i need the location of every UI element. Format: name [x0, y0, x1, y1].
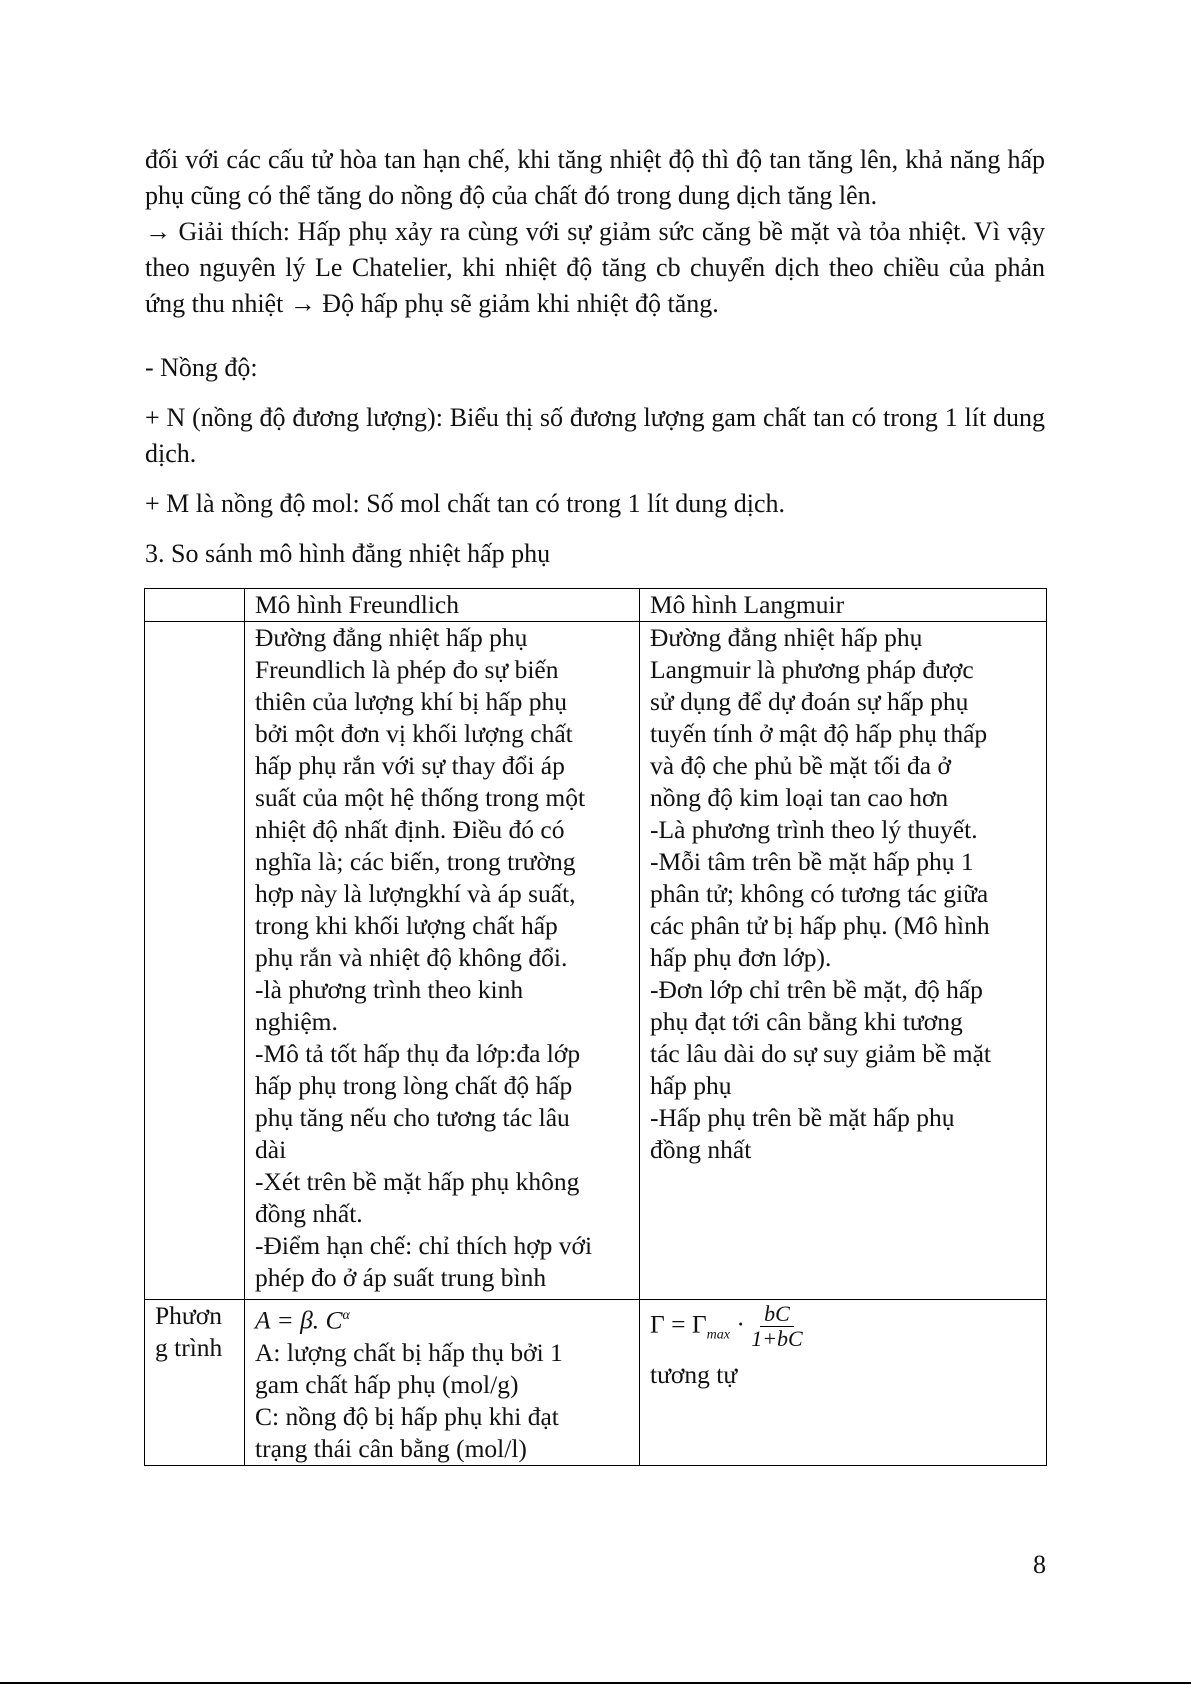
cell-line: nghĩa là; các biến, trong trường	[255, 847, 576, 876]
paragraph-solubility: đối với các cấu tử hòa tan hạn chế, khi tăng nhiệt độ thì độ tan tăng lên, khả năng hấp phụ cũng có thể tăng do nồng độ của chất đó trong dung dịch tăng lên.	[145, 145, 1045, 210]
cell-line: -Điểm hạn chế: chỉ thích hợp với	[255, 1231, 593, 1260]
freundlich-variables	[255, 1337, 629, 1465]
formula-fraction	[751, 1302, 803, 1351]
row-label-equation	[145, 1300, 245, 1466]
cell-line: -Là phương trình theo lý thuyết.	[650, 815, 978, 844]
header-freundlich: Mô hình Freundlich	[245, 589, 640, 622]
cell-line: tuyến tính ở mật độ hấp phụ thấp	[650, 719, 988, 748]
cell-line: g trình	[155, 1333, 223, 1362]
freundlich-equation-cell	[245, 1300, 640, 1466]
formula-exponent: α	[342, 1308, 350, 1323]
cell-line: nồng độ kim loại tan cao hơn	[650, 783, 949, 812]
section-heading: 3. So sánh mô hình đẳng nhiệt hấp phụ	[145, 539, 551, 568]
formula-lhs: A = β. C	[255, 1305, 343, 1335]
cell-line: hấp phụ trong lòng chất độ hấp	[255, 1071, 573, 1100]
page-number: 8	[1033, 1550, 1046, 1579]
cell-line: phép đo ở áp suất trung bình	[255, 1263, 547, 1292]
freundlich-formula	[255, 1300, 629, 1337]
cell-line: hấp phụ đơn lớp).	[650, 943, 832, 972]
cell-line: C: nồng độ bị hấp phụ khi đạt	[255, 1401, 559, 1431]
freundlich-description	[245, 622, 640, 1300]
header-langmuir: Mô hình Langmuir	[640, 589, 1047, 622]
cell-line: trạng thái cân bằng (mol/l)	[255, 1433, 527, 1463]
cell-line: tương tự	[650, 1360, 738, 1390]
cell-line: -Xét trên bề mặt hấp phụ không	[255, 1167, 580, 1196]
cell-line: bởi một đơn vị khối lượng chất	[255, 719, 573, 748]
isotherm-comparison-table	[144, 588, 1047, 1466]
cell-line: phụ tăng nếu cho tương tác lâu	[255, 1103, 570, 1132]
cell-line: -Mô tả tốt hấp thụ đa lớp:đa lớp	[255, 1039, 581, 1068]
langmuir-formula	[650, 1302, 1036, 1355]
cell-line: Freundlich là phép đo sự biến	[255, 655, 559, 684]
cell-line: thiên của lượng khí bị hấp phụ	[255, 687, 568, 716]
cell-line: suất của một hệ thống trong một	[255, 783, 586, 812]
cell-line: -Hấp phụ trên bề mặt hấp phụ	[650, 1103, 955, 1132]
cell-line: -là phương trình theo kinh	[255, 975, 524, 1004]
cell-line: Phươn	[155, 1301, 222, 1330]
table-row-equation	[145, 1300, 1047, 1466]
cell-line: phụ rắn và nhiệt độ không đổi.	[255, 943, 568, 972]
table-row-description	[145, 622, 1047, 1300]
formula-dot: ·	[729, 1309, 752, 1339]
langmuir-equation-cell	[640, 1300, 1047, 1466]
header-empty	[145, 589, 245, 622]
cell-line: dài	[255, 1135, 287, 1164]
fraction-numerator: bC	[760, 1302, 794, 1327]
table-header-row	[145, 589, 1047, 622]
cell-line: và độ che phủ bề mặt tối đa ở	[650, 751, 951, 780]
paragraph-concentration-heading: - Nồng độ:	[145, 353, 258, 382]
cell-line: các phân tử bị hấp phụ. (Mô hình	[650, 911, 990, 940]
cell-line: A: lượng chất bị hấp thụ bởi 1	[255, 1337, 563, 1367]
cell-line: tác lâu dài do sự suy giảm bề mặt	[650, 1039, 991, 1068]
cell-line: sử dụng để dự đoán sự hấp phụ	[650, 687, 969, 716]
formula-lhs: Γ = Γ	[650, 1309, 707, 1339]
cell-line: đồng nhất	[650, 1135, 752, 1164]
cell-line: hợp này là lượngkhí và áp suất,	[255, 879, 576, 908]
row-label-empty	[145, 622, 245, 1300]
cell-line: -Mỗi tâm trên bề mặt hấp phụ 1	[650, 847, 974, 876]
cell-line: đồng nhất.	[255, 1199, 363, 1228]
cell-line: Đường đẳng nhiệt hấp phụ	[255, 623, 528, 652]
cell-line: hấp phụ rắn với sự thay đổi áp	[255, 751, 565, 780]
cell-line: nghiệm.	[255, 1007, 338, 1036]
cell-line: gam chất hấp phụ (mol/g)	[255, 1369, 519, 1399]
cell-line: hấp phụ	[650, 1071, 732, 1100]
cell-line: phụ đạt tới cân bằng khi tương	[650, 1007, 963, 1036]
langmuir-description	[640, 622, 1047, 1300]
cell-line: phân tử; không có tương tác giữa	[650, 879, 989, 908]
formula-subscript: max	[706, 1327, 730, 1343]
cell-line: Đường đẳng nhiệt hấp phụ	[650, 623, 923, 652]
paragraph-explanation: → Giải thích: Hấp phụ xảy ra cùng với sự giảm sức căng bề mặt và tỏa nhiệt. Vì vậy theo nguyên lý Le Chatelier, khi nhiệt độ tăng cb chuyển dịch theo chiều của phản ứng thu nhiệt → Độ hấp phụ sẽ giảm khi nhiệt độ tăng.	[145, 217, 1045, 318]
cell-line: nhiệt độ nhất định. Điều đó có	[255, 815, 565, 844]
paragraph-molarity: + M là nồng độ mol: Số mol chất tan có trong 1 lít dung dịch.	[145, 489, 786, 518]
cell-line: -Đơn lớp chỉ trên bề mặt, độ hấp	[650, 975, 983, 1004]
cell-line: trong khi khối lượng chất hấp	[255, 911, 558, 940]
bottom-rule	[0, 1682, 1191, 1684]
paragraph-normality: + N (nồng độ đương lượng): Biểu thị số đương lượng gam chất tan có trong 1 lít dung dịch.	[145, 403, 1045, 468]
cell-line: Langmuir là phương pháp được	[650, 655, 974, 684]
langmuir-note	[650, 1359, 1036, 1391]
fraction-denominator: 1+bC	[751, 1326, 803, 1351]
